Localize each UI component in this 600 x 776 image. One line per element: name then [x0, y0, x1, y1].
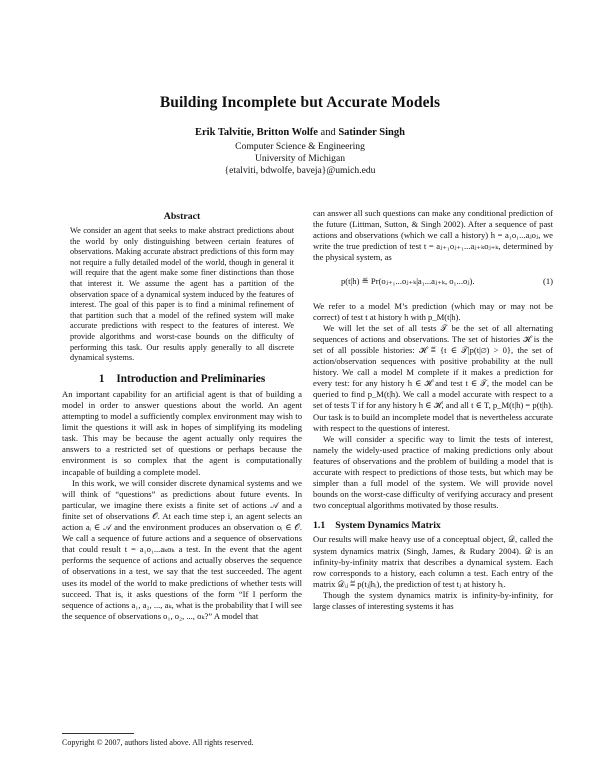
equation-body: p(t|h) ≝ Pr(oⱼ₊₁...oⱼ₊ₖ|a₁...aⱼ₊ₖ, o₁...oⱼ). [341, 276, 475, 287]
body-paragraph: can answer all such questions can make any conditional prediction of the future (Littman, Sutton, & Singh 2002). After a sequence of past actions and observations (which we call a history) h = a₁o₁...aⱼoⱼ, we write the true prediction of test t = aⱼ₊₁oⱼ₊₁...aⱼ₊ₖoⱼ₊ₖ, determined by the physical system, as [313, 208, 553, 263]
affiliation [0, 141, 600, 177]
subsection-heading [313, 520, 553, 531]
section-title: Introduction and Preliminaries [116, 372, 266, 385]
affiliation-dept: Computer Science & Engineering [235, 141, 365, 152]
body-paragraph: We will let the set of all tests 𝒯 be the set of all alternating sequences of actions and observations. The set of histories ℋ is the set of all possible histories: ℋ ≝ {t ∈ 𝒯|p(t|∅) > 0}, the set of action/observation sequences with positive probability at the null history. We call a model M complete if it makes a prediction for every test: for any history h ∈ ℋ and test t ∈ 𝒯, the model can be queried to find p_M(t|h). We call a model accurate with respect to a set of tests T if for any history h ∈ ℋ, and all t ∈ T, p_M(t|h) = p(t|h). Our task is to build an incomplete model that is nevertheless accurate with respect to the questions of interest. [313, 322, 553, 433]
authors-conj: and [320, 127, 336, 138]
section-heading-intro [62, 374, 302, 385]
equation-label: (1) [542, 276, 553, 287]
affiliation-univ: University of Michigan [254, 153, 346, 164]
authors-last: Satinder Singh [338, 127, 405, 138]
paper-title: Building Incomplete but Accurate Models [159, 94, 441, 111]
footnote-rule [62, 733, 134, 734]
left-column [62, 206, 302, 622]
body-paragraph: Though the system dynamics matrix is infinity-by-infinity, for large classes of interesting systems it has [313, 589, 553, 611]
intro-paragraph: In this work, we will consider discrete dynamical systems and we will think of “questions” as predictions about future events. In particular, we imagine there exists a finite set of actions 𝒜 and a finite set of observations 𝒪. At each time step i, an agent selects an action aᵢ ∈ 𝒜 and the environment produces an observation oᵢ ∈ 𝒪. We call a sequence of future actions and a sequence of observations that could result t = a₁o₁...aₖoₖ a test. In the event that the agent performs the sequence of actions and actually observes the sequence of observations in a test, we say that the test succeeded. The agent uses its model of the world to make predictions of whether tests will succeed. That is, it asks questions of the form “If I perform the sequence of actions a₁, a₂, ..., aₖ, what is the probability that I will see the sequence of observations o₁, o₂, ..., oₖ?” A model that [62, 477, 302, 621]
affiliation-emails: {etalviti, bdwolfe, baveja}@umich.edu [224, 165, 376, 176]
section-number: 1 [98, 372, 105, 385]
authors-first: Erik Talvitie, Britton Wolfe [195, 127, 318, 138]
right-column [313, 208, 553, 612]
copyright-footnote: Copyright © 2007, authors listed above. All rights reserved. [62, 738, 254, 747]
abstract-heading: Abstract [163, 211, 201, 222]
subsection-title: System Dynamics Matrix [335, 520, 441, 532]
abstract-text: We consider an agent that seeks to make abstract predictions about the world by only distinguishing between certain features of observations. Making accurate abstract predictions of this form may not require a fully detailed model of the world, though in general it will require that the agent make some finer distinctions than those that interest it. We assume the agent has a partition of the observation space of a dynamical system induced by the features of interest. The goal of this paper is to find a minimal refinement of that partition such that a model of the refined system will make accurate predictions with respect to the features of interest. We provide algorithms and worst-case bounds on the difficulty of performing this task. Our results apply generally to all discrete dynamical systems. [70, 226, 294, 363]
subsection-number: 1.1 [313, 520, 326, 532]
body-paragraph: Our results will make heavy use of a conceptual object, 𝒟, called the system dynamics matrix (Singh, James, & Rudary 2004). 𝒟 is an infinity-by-infinity matrix that describes a dynamical system. Each row corresponds to a history, each column a test. Each entry of the matrix 𝒟ᵢⱼ ≝ p(tⱼ|hᵢ), the prediction of test tⱼ at history hᵢ. [313, 534, 553, 589]
author-list [0, 127, 600, 138]
intro-paragraph: An important capability for an artificial agent is that of building a model in order to answer questions about the world. An agent attempting to model a sufficiently complex environment may wish to limit the questions it will ask in hopes of simplifying its modeling task. This may be because the agent actually only requires the answers to a restricted set of questions or perhaps because the environment is so complex that the agent is computationally incapable of building a complete model. [62, 388, 302, 477]
body-paragraph: We refer to a model M’s prediction (which may or may not be correct) of test t at history h with p_M(t|h). [313, 300, 553, 322]
equation-1 [341, 276, 553, 287]
body-paragraph: We will consider a specific way to limit the tests of interest, namely the widely-used practice of making predictions only about features of observations and the problem of building a model that is accurate with respect to predictions of those tests, but which may be simpler than a full model of the system. We will provide novel bounds on the worst-case difficulty of verifying accuracy and present two conceptual algorithms motivated by those results. [313, 433, 553, 511]
